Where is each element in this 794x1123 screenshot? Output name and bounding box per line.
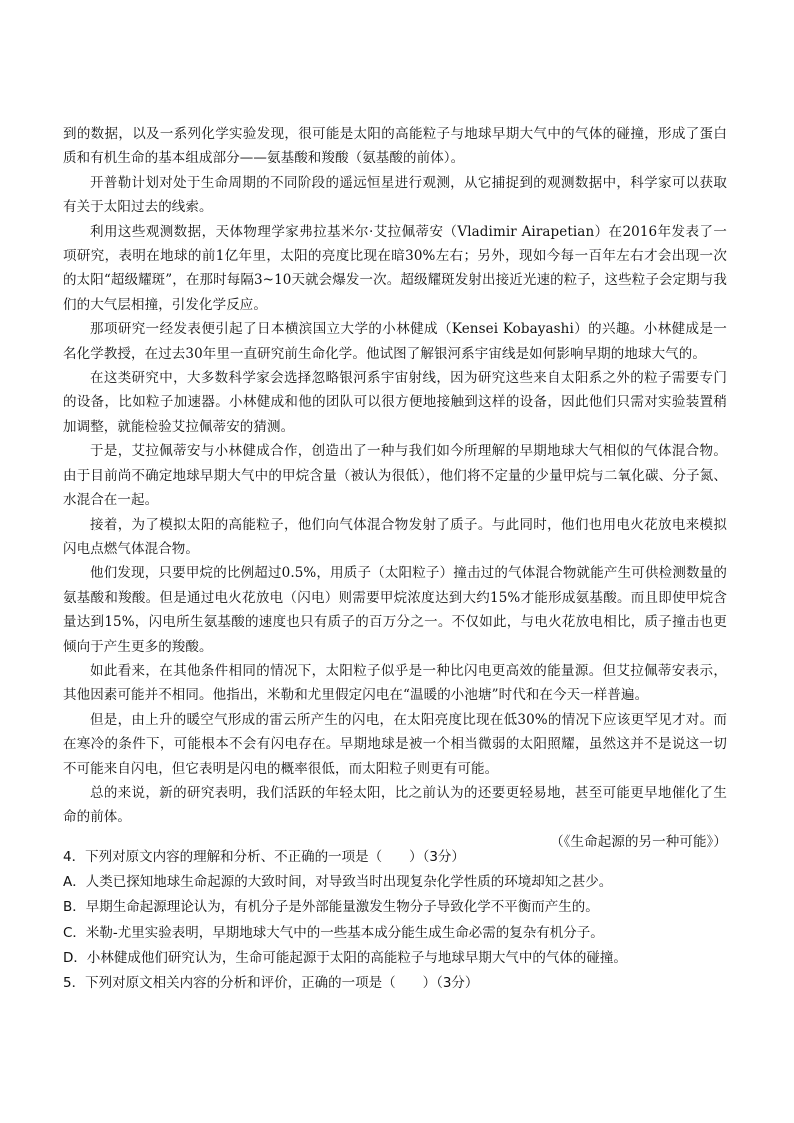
- passage-paragraph: 开普勒计划对处于生命周期的不同阶段的遥远恒星进行观测，从它捕捉到的观测数据中，科学家可以获取有关于太阳过去的线索。: [63, 174, 727, 216]
- passage-paragraph: 但是，由上升的暖空气形成的雷云所产生的闪电，在太阳亮度比现在低30%的情况下应该更罕见才对。而在寒冷的条件下，可能根本不会有闪电存在。早期地球是被一个相当微弱的太阳照耀，虽然这并不是说这一切不可能来自闪电，但它表明是闪电的概率很低，而太阳粒子则更有可能。: [63, 711, 727, 777]
- passage-paragraph: 于是，艾拉佩蒂安与小林健成合作，创造出了一种与我们如今所理解的早期地球大气相似的气体混合物。由于目前尚不确定地球早期大气中的甲烷含量（被认为很低），他们将不定量的少量甲烷与二氧化碳、分子氮、水混合在一起。: [63, 443, 727, 509]
- passage-paragraph: 利用这些观测数据，天体物理学家弗拉基米尔·艾拉佩蒂安（Vladimir Airapetian）在2016年发表了一项研究，表明在地球的前1亿年里，太阳的亮度比现在暗30%左右；另外，现如今每一百年左右才会出现一次的太阳“超级耀斑”，在那时每隔3~10天就会爆发一次。超级耀斑发射出接近光速的粒子，这些粒子会定期与我们的大气层相撞，引发化学反应。: [63, 223, 727, 313]
- question-4-option-c: C．米勒-尤里实验表明，早期地球大气中的一些基本成分能生成生命必需的复杂有机分子。: [63, 924, 604, 941]
- reading-passage: [63, 122, 727, 854]
- passage-paragraph: 如此看来，在其他条件相同的情况下，太阳粒子似乎是一种比闪电更高效的能量源。但艾拉佩蒂安表示，其他因素可能并不相同。他指出，米勒和尤里假定闪电在“温暖的小池塘”时代和在今天一样普遍。: [63, 662, 727, 704]
- passage-paragraph: 接着，为了模拟太阳的高能粒子，他们向气体混合物发射了质子。与此同时，他们也用电火花放电来模拟闪电点燃气体混合物。: [63, 516, 727, 557]
- passage-paragraph: 那项研究一经发表便引起了日本横滨国立大学的小林健成（Kensei Kobayashi）的兴趣。小林健成是一名化学教授，在过去30年里一直研究前生命化学。他试图了解银河系宇宙线是如何影响早期的地球大气的。: [63, 321, 727, 362]
- passage-paragraph: 总的来说，新的研究表明，我们活跃的年轻太阳，比之前认为的还要更轻易地，甚至可能更早地催化了生命的前体。: [63, 784, 727, 826]
- question-5-stem: 5．下列对原文相关内容的分析和评价，正确的一项是（ ）（3分）: [63, 975, 479, 992]
- passage-source: （《生命起源的另一种可能》）: [550, 833, 727, 850]
- question-4-option-d: D．小林健成他们研究认为，生命可能起源于太阳的高能粒子与地球早期大气中的气体的碰撞。: [63, 949, 627, 966]
- passage-paragraph: 他们发现，只要甲烷的比例超过0.5%，用质子（太阳粒子）撞击过的气体混合物就能产生可供检测数量的氨基酸和羧酸。但是通过电火花放电（闪电）则需要甲烷浓度达到大约15%才能形成氨基酸。而且即使甲烷含量达到15%，闪电所生氨基酸的速度也只有质子的百万分之一。不仅如此，与电火花放电相比，质子撞击也更倾向于产生更多的羧酸。: [63, 565, 727, 655]
- question-4-option-a: A．人类已探知地球生命起源的大致时间，对导致当时出现复杂化学性质的环境却知之甚少。: [63, 874, 613, 891]
- passage-paragraph: 在这类研究中，大多数科学家会选择忽略银河系宇宙射线，因为研究这些来自太阳系之外的粒子需要专门的设备，比如粒子加速器。小林健成和他的团队可以很方便地接触到这样的设备，因此他们只需对实验装置稍加调整，就能检验艾拉佩蒂安的猜测。: [63, 370, 727, 435]
- question-4-stem: 4．下列对原文内容的理解和分析、不正确的一项是（ ）（3分）: [63, 849, 465, 865]
- question-4-option-b: B．早期生命起源理论认为，有机分子是外部能量激发生物分子导致化学不平衡而产生的。: [63, 899, 599, 916]
- question-section: [63, 845, 727, 996]
- passage-paragraph: 到的数据，以及一系列化学实验发现，很可能是太阳的高能粒子与地球早期大气中的气体的碰撞，形成了蛋白质和有机生命的基本组成部分——氨基酸和羧酸（氨基酸的前体）。: [63, 126, 727, 167]
